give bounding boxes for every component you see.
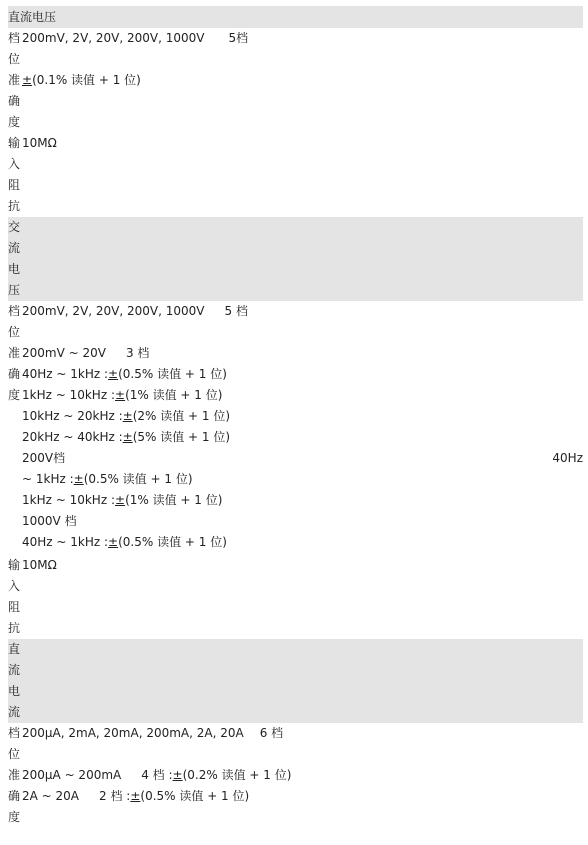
row-label: 入	[8, 579, 21, 593]
range-count: 5档	[228, 31, 249, 45]
row-label: 确	[8, 789, 21, 803]
row-label: 位	[8, 747, 21, 761]
section-title-char	[8, 660, 583, 681]
plus-minus: ±	[122, 409, 133, 423]
title-char: 直	[8, 642, 21, 656]
spec-row-label	[8, 322, 583, 343]
spec-row-impedance	[8, 555, 583, 576]
accuracy-value: (1% 读值 + 1 位)	[125, 388, 223, 402]
row-label: 入	[8, 157, 21, 171]
spec-row-label	[8, 618, 583, 639]
range-name: 1000V 档	[22, 514, 77, 528]
spec-row-accuracy	[8, 427, 583, 448]
spec-row-impedance	[8, 133, 583, 154]
spec-row-range	[8, 301, 583, 322]
row-label: 阻	[8, 600, 21, 614]
plus-minus: ±	[122, 430, 133, 444]
range-values: 200mV, 2V, 20V, 200V, 1000V	[22, 31, 205, 45]
spec-row-range	[8, 28, 583, 49]
spec-row-accuracy	[8, 469, 583, 490]
row-label: 输	[8, 136, 21, 150]
spec-row-label	[8, 744, 583, 765]
spec-row-accuracy	[8, 490, 583, 511]
accuracy-value: (0.5% 读值 + 1 位)	[140, 789, 250, 803]
accuracy-value: (0.5% 读值 + 1 位)	[118, 535, 227, 549]
row-label: 输	[8, 558, 21, 572]
plus-minus: ±	[108, 535, 119, 549]
row-label: 档	[8, 726, 21, 740]
accuracy-value: (0.5% 读值 + 1 位)	[83, 472, 193, 486]
accuracy-value: (5% 读值 + 1 位)	[132, 430, 231, 444]
section-header-ac-voltage	[8, 217, 583, 301]
title-char: 电	[8, 262, 21, 276]
freq-range: 200mV ~ 20V	[22, 346, 106, 360]
row-label: 档	[8, 304, 21, 318]
spec-row-accuracy	[8, 786, 583, 807]
spec-sheet	[8, 6, 583, 828]
row-label: 准	[8, 73, 21, 87]
freq-range: ~ 1kHz :	[22, 472, 74, 486]
freq-range: 20kHz ~ 40kHz :	[22, 430, 123, 444]
row-label: 位	[8, 52, 21, 66]
spec-row-accuracy	[8, 385, 583, 406]
row-label: 阻	[8, 178, 21, 192]
spec-row-range	[8, 723, 583, 744]
section-title-char	[8, 681, 583, 702]
freq-start: 40Hz	[552, 451, 583, 465]
range-name: 200V档	[22, 451, 66, 465]
spec-row-accuracy	[8, 70, 583, 91]
row-label: 准	[8, 768, 21, 782]
spec-row-label	[8, 112, 583, 133]
spec-row-accuracy	[8, 406, 583, 427]
plus-minus: ±	[130, 789, 141, 803]
section-title-char	[8, 702, 583, 723]
current-range: 2A ~ 20A	[22, 789, 80, 803]
current-range: 200μA ~ 200mA	[22, 768, 122, 782]
section-header-dc-current	[8, 639, 583, 723]
range-count: 3 档	[125, 346, 150, 360]
row-label: 确	[8, 94, 21, 108]
accuracy-value: (1% 读值 + 1 位)	[125, 493, 223, 507]
section-title-char	[8, 238, 583, 259]
spec-row-label	[8, 91, 583, 112]
range-count: 6 档	[259, 726, 284, 740]
title-char: 流	[8, 241, 21, 255]
plus-minus: ±	[172, 768, 183, 782]
accuracy-value: (0.5% 读值 + 1 位)	[118, 367, 227, 381]
row-label: 抗	[8, 199, 21, 213]
title-char: 电	[8, 684, 21, 698]
row-label: 确	[8, 367, 21, 381]
plus-minus: ±	[115, 388, 126, 402]
freq-range: 1kHz ~ 10kHz :	[22, 493, 115, 507]
section-title-char	[8, 259, 583, 280]
spec-row-accuracy	[8, 765, 583, 786]
freq-range: 40Hz ~ 1kHz :	[22, 367, 109, 381]
section-title-char	[8, 280, 583, 301]
spec-row-accuracy	[8, 511, 583, 532]
freq-range: 1kHz ~ 10kHz :	[22, 388, 115, 402]
row-label: 度	[8, 388, 21, 402]
spec-row-label	[8, 196, 583, 217]
spec-row-accuracy	[8, 343, 583, 364]
title-char: 流	[8, 705, 21, 719]
freq-range: 10kHz ~ 20kHz :	[22, 409, 123, 423]
plus-minus: ±	[108, 367, 119, 381]
row-label: 档	[8, 31, 21, 45]
accuracy-value: (0.2% 读值 + 1 位)	[182, 768, 292, 782]
accuracy-value: (0.1% 读值 + 1 位)	[32, 73, 141, 87]
row-label: 位	[8, 325, 21, 339]
range-count: 5 档	[224, 304, 248, 318]
freq-range: 40Hz ~ 1kHz :	[22, 535, 109, 549]
section-title-char	[8, 217, 583, 238]
section-title: 直流电压	[8, 10, 57, 24]
title-char: 流	[8, 663, 21, 677]
title-char: 压	[8, 283, 21, 297]
spec-row-accuracy	[8, 364, 583, 385]
spec-row-label	[8, 807, 583, 828]
row-label: 准	[8, 346, 21, 360]
accuracy-value: (2% 读值 + 1 位)	[132, 409, 231, 423]
plus-minus: ±	[115, 493, 126, 507]
range-values: 200mV, 2V, 20V, 200V, 1000V	[22, 304, 205, 318]
range-count: 2 档 :	[99, 789, 131, 803]
spec-row-label	[8, 175, 583, 196]
section-title-char	[8, 639, 583, 660]
range-count: 4 档 :	[141, 768, 173, 782]
spec-row-label	[8, 154, 583, 175]
spec-row-label	[8, 576, 583, 597]
spec-row-label	[8, 49, 583, 70]
range-values: 200μA, 2mA, 20mA, 200mA, 2A, 20A	[22, 726, 244, 740]
row-label: 度	[8, 810, 21, 824]
spec-row-accuracy	[8, 448, 583, 469]
spec-row-accuracy	[8, 532, 583, 553]
row-label: 抗	[8, 621, 21, 635]
spec-row-label	[8, 597, 583, 618]
title-char: 交	[8, 220, 21, 234]
plus-minus: ±	[73, 472, 84, 486]
impedance-value: 10MΩ	[22, 136, 57, 150]
plus-minus: ±	[22, 73, 33, 87]
row-label: 度	[8, 115, 21, 129]
section-header-dc-voltage	[8, 6, 583, 28]
impedance-value: 10MΩ	[22, 558, 57, 572]
